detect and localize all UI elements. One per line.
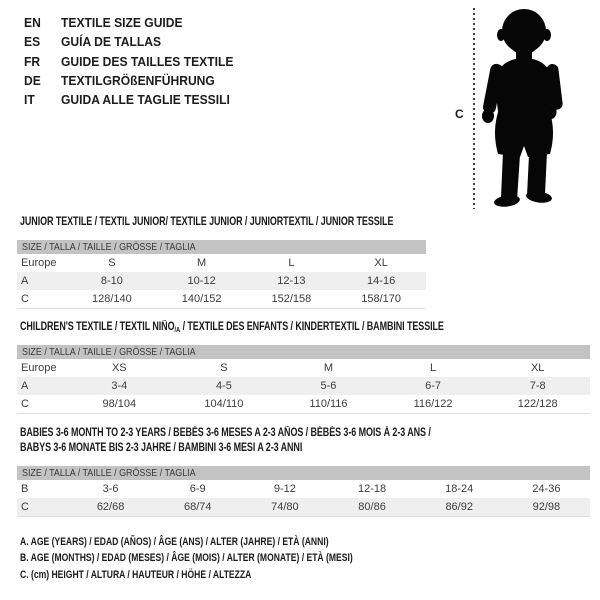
value-cell: 68/74: [154, 498, 241, 517]
language-label: GUÍA DE TALLAS: [61, 34, 162, 50]
value-cell: 12-18: [357, 483, 387, 495]
footnote-a: A. AGE (YEARS) / EDAD (AÑOS) / ÂGE (ANS) / ALTER (JAHRE) / ETÀ (ANNI): [20, 536, 329, 548]
table-row: [17, 480, 590, 498]
value-cell: 128/140: [91, 293, 132, 305]
language-row-it: [24, 90, 246, 109]
junior-table-title: JUNIOR TEXTILE / TEXTIL JUNIOR/ TEXTILE JUNIOR / JUNIORTEXTIL / JUNIOR TESSILE: [20, 216, 394, 228]
footnote-c: C. (cm) HEIGHT / ALTURA / HAUTEUR / HÖHE / ALTEZZA: [20, 568, 252, 581]
language-list: [24, 13, 246, 109]
value-cell: 62/68: [67, 498, 154, 517]
row-label: B: [21, 483, 29, 495]
value-cell: 18-24: [445, 483, 474, 495]
size-header-bar: [17, 240, 426, 254]
row-label: A: [17, 272, 67, 290]
size-header-bar: [17, 466, 590, 480]
value-cell: 5-6: [276, 377, 381, 395]
children-size-table: [17, 345, 590, 414]
value-cell: 6-9: [189, 483, 206, 495]
value-cell: 8-10: [67, 272, 157, 290]
row-label: A: [17, 377, 67, 395]
language-row-en: [24, 13, 246, 32]
babies-title-line2: BABYS 3-6 MONATE BIS 2-3 JAHRE / BAMBINI 3-6 MESI A 2-3 ANNI: [20, 442, 303, 454]
size-cell: M: [323, 362, 334, 374]
babies-table-title: [20, 426, 431, 456]
value-cell: 86/92: [416, 498, 503, 517]
language-label: TEXTILE SIZE GUIDE: [61, 15, 183, 31]
language-row-es: [24, 32, 246, 51]
row-label: C: [21, 293, 29, 305]
value-cell: 4-5: [172, 377, 277, 395]
size-header-label: SIZE / TALLA / TAILLE / GRÖSSE / TAGLIA: [22, 241, 196, 253]
row-label: Europe: [21, 362, 57, 374]
table-row: [17, 272, 426, 290]
value-cell: 74/80: [241, 498, 328, 517]
language-code: ES: [24, 34, 41, 50]
size-cell: S: [108, 257, 116, 269]
language-label: GUIDE DES TAILLES TEXTILE: [61, 53, 234, 69]
language-label: TEXTILGRÖßENFÜHRUNG: [61, 73, 215, 89]
height-measure-dotted-line: [473, 8, 475, 209]
value-cell: 14-16: [336, 272, 426, 290]
value-cell: 7-8: [485, 377, 590, 395]
table-row: [17, 395, 590, 414]
table-row: [17, 254, 426, 272]
size-cell: M: [197, 257, 207, 269]
children-title-subscript: /A: [174, 325, 181, 334]
size-cell: L: [288, 257, 295, 269]
value-cell: 122/128: [517, 398, 558, 410]
size-cell: XS: [111, 362, 127, 374]
language-code: IT: [24, 92, 35, 108]
value-cell: 158/170: [361, 293, 401, 305]
value-cell: 24-36: [532, 483, 561, 495]
value-cell: 3-6: [102, 483, 119, 495]
size-cell: XL: [374, 257, 388, 269]
value-cell: 3-4: [67, 377, 172, 395]
size-header-bar: [17, 345, 590, 359]
size-cell: L: [430, 362, 437, 374]
children-title-text: / TEXTILE DES ENFANTS / KINDERTEXTIL / BAMBINI TESSILE: [180, 321, 444, 333]
footnotes: [20, 534, 447, 583]
value-cell: 98/104: [102, 398, 137, 410]
value-cell: 6-7: [381, 377, 486, 395]
language-code: DE: [24, 73, 41, 89]
value-cell: 12-13: [247, 272, 337, 290]
junior-size-table: [17, 240, 426, 309]
table-row: [17, 290, 426, 309]
value-cell: 10-12: [157, 272, 247, 290]
babies-title-line1: BABIES 3-6 MONTH TO 2-3 YEARS / BEBÉS 3-6 MESES A 2-3 AÑOS / BÉBÉS 3-6 MOIS À 2-3 ANS /: [20, 427, 431, 439]
row-label: Europe: [21, 257, 57, 269]
row-label: C: [21, 398, 29, 410]
children-table-title: [20, 321, 444, 334]
language-code: FR: [24, 53, 41, 69]
footnote-b: B. AGE (MONTHS) / EDAD (MESES) / ÂGE (MOIS) / ALTER (MONATE) / ETÀ (MESI): [20, 552, 353, 565]
size-cell: XL: [530, 362, 545, 374]
value-cell: 110/116: [309, 398, 348, 410]
size-cell: S: [220, 362, 228, 374]
language-row-de: [24, 71, 246, 90]
babies-size-table: [17, 466, 590, 517]
value-cell: 152/158: [271, 293, 312, 305]
language-label: GUIDA ALLE TAGLIE TESSILI: [61, 92, 230, 108]
value-cell: 80/86: [328, 498, 415, 517]
table-row: [17, 359, 590, 377]
language-code: EN: [24, 15, 41, 31]
baby-silhouette-image: [482, 8, 570, 210]
size-header-label: SIZE / TALLA / TAILLE / GRÖSSE / TAGLIA: [22, 346, 196, 358]
value-cell: 104/110: [204, 398, 244, 410]
row-label: C: [17, 498, 67, 517]
value-cell: 116/122: [413, 398, 453, 410]
language-row-fr: [24, 52, 246, 71]
value-cell: 9-12: [273, 483, 296, 495]
children-title-text: CHILDREN'S TEXTILE / TEXTIL NIÑO: [20, 321, 175, 333]
value-cell: 140/152: [181, 293, 222, 305]
value-cell: 92/98: [503, 498, 590, 517]
table-row: [17, 498, 590, 517]
size-header-label: SIZE / TALLA / TAILLE / GRÖSSE / TAGLIA: [22, 467, 196, 479]
table-row: [17, 377, 590, 395]
height-measure-label: C: [455, 107, 464, 121]
